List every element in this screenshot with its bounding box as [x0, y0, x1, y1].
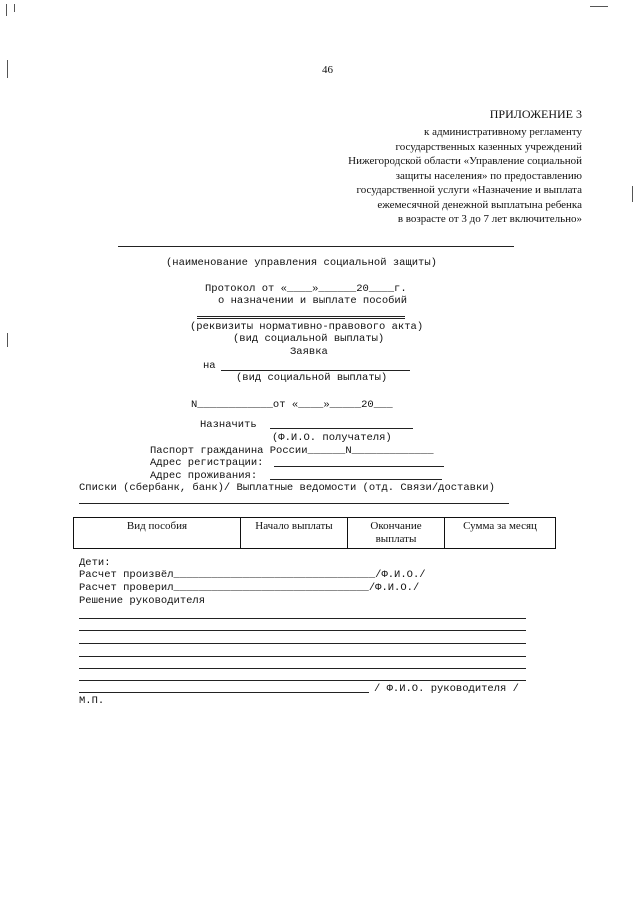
act-caption: (реквизиты нормативно-правового акта) [190, 321, 424, 333]
scan-mark-right [632, 186, 633, 202]
appendix-line: государственных казенных учреждений [395, 140, 582, 153]
table-header-cell: Окончание выплаты [348, 518, 445, 549]
table-header-cell: Вид пособия [74, 518, 241, 549]
decision-line[interactable] [79, 643, 526, 644]
residence-line[interactable] [270, 479, 442, 480]
appendix-line: в возрасте от 3 до 7 лет включительно» [397, 213, 582, 225]
payment-type-line[interactable] [221, 370, 410, 371]
on-label: на [203, 360, 216, 372]
head-signature-line[interactable] [79, 692, 369, 693]
payment-type-caption-2: (вид социальной выплаты) [236, 372, 388, 384]
application-title: Заявка [290, 346, 328, 358]
stamp-label: М.П. [79, 695, 105, 707]
page-number: 46 [322, 64, 333, 76]
registration-label: Адрес регистрации: [150, 457, 264, 469]
scan-mark-top-left [6, 4, 7, 16]
authority-caption: (наименование управления социальной защиты) [166, 257, 437, 269]
act-line-2 [197, 318, 405, 319]
scan-mark-left [7, 60, 8, 78]
scan-mark-top-right [590, 6, 608, 7]
table-header-cell: Сумма за месяц [445, 518, 556, 549]
calc-made-line: Расчет произвёл________________________________/Ф.И.О./ [79, 569, 426, 581]
protocol-line: Протокол от «____»______20____г. [205, 283, 407, 295]
scan-mark-top-left-2 [14, 4, 15, 12]
scan-mark-left-2 [7, 333, 8, 347]
benefits-table [73, 517, 556, 549]
act-line[interactable] [197, 316, 405, 317]
recipient-line[interactable] [270, 428, 413, 429]
decision-line[interactable] [79, 656, 526, 657]
authority-name-line[interactable] [118, 246, 514, 247]
payment-type-caption: (вид социальной выплаты) [233, 333, 385, 345]
appendix-header [348, 106, 582, 227]
lists-underline[interactable] [79, 503, 509, 504]
appendix-line: государственной услуги «Назначение и выплата [356, 184, 582, 196]
recipient-caption: (Ф.И.О. получателя) [272, 432, 392, 444]
registration-line[interactable] [274, 466, 444, 467]
number-date-line: N____________от «____»_____20___ [191, 399, 393, 411]
residence-label: Адрес проживания: [150, 470, 258, 482]
lists-line: Списки (сбербанк, банк)/ Выплатные ведомости (отд. Связи/доставки) [79, 482, 495, 494]
appendix-line: к административному регламенту [424, 126, 582, 138]
appendix-line: ежемесячной денежной выплатына ребенка [377, 198, 582, 211]
calc-checked-line: Расчет проверил_______________________________/Ф.И.О./ [79, 582, 420, 594]
decision-line[interactable] [79, 618, 526, 619]
decision-line[interactable] [79, 668, 526, 669]
appendix-line: Нижегородской области «Управление социальной [348, 155, 582, 167]
table-header-cell: Начало выплаты [241, 518, 348, 549]
children-label: Дети: [79, 557, 111, 569]
decision-line[interactable] [79, 630, 526, 631]
head-signature-caption: / Ф.И.О. руководителя / [374, 683, 519, 695]
appendix-title: ПРИЛОЖЕНИЕ 3 [489, 107, 582, 121]
decision-label: Решение руководителя [79, 595, 206, 607]
table-header-row [74, 518, 556, 549]
assign-label: Назначить [200, 419, 257, 431]
appendix-line: защиты населения» по предоставлению [395, 169, 582, 182]
decision-line[interactable] [79, 680, 526, 681]
passport-line: Паспорт гражданина России______N_____________ [150, 445, 434, 457]
protocol-subtitle: о назначении и выплате пособий [218, 295, 408, 307]
